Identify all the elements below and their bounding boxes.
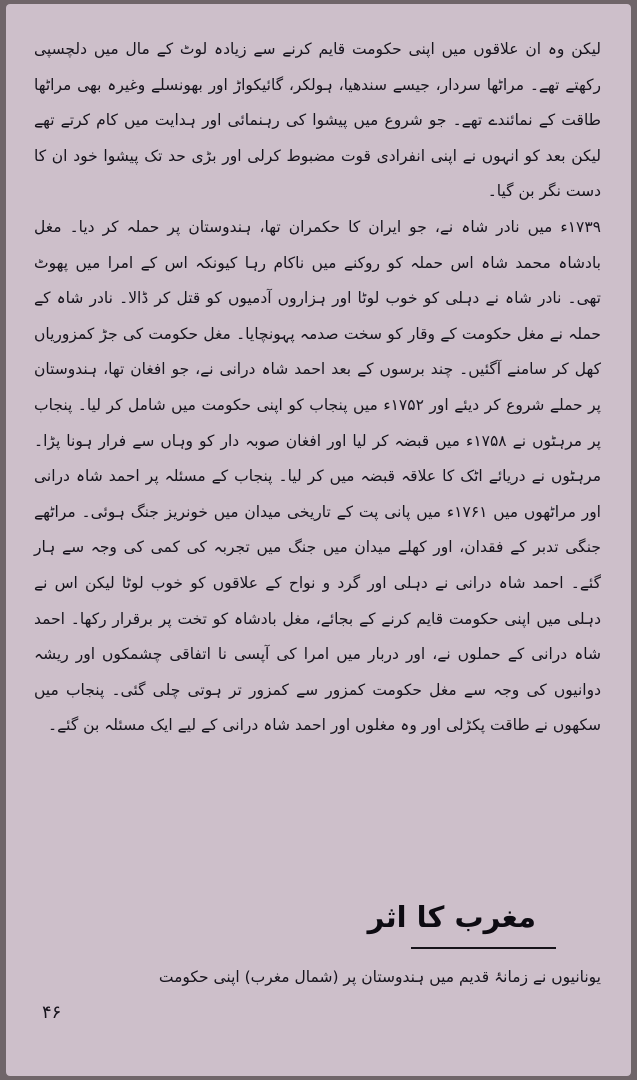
body-text: [34, 32, 601, 744]
heading-underline: [411, 947, 556, 949]
section-heading: مغرب کا اثر: [367, 900, 536, 934]
section-text: یونانیوں نے زمانۂ قدیم میں ہندوستان پر (شمال مغرب) اپنی حکومت: [158, 968, 601, 986]
paragraph-2: ۱۷۳۹ء میں نادر شاہ نے، جو ایران کا حکمران تھا، ہندوستان پر حملہ کر دیا۔ مغل بادشاہ محمد شاہ اس حملہ کو روکنے میں ناکام رہا کیونکہ اس کے امرا میں پھوٹ تھی۔ نادر شاہ نے دہلی کو خوب لوٹا اور ہزاروں آدمیوں کو قتل کر ڈالا۔ نادر شاہ کے حملہ نے مغل حکومت کے وقار کو سخت صدمہ پہونچایا۔ مغل حکومت کی جڑ کمزوریاں کھل کر سامنے آگئیں۔ چند برسوں کے بعد احمد شاہ درانی نے، جو افغان تھا، ہندوستان پر حملے شروع کر دیئے اور ۱۷۵۲ء میں پنجاب کو اپنی حکومت میں شامل کر لیا۔ پنجاب پر مرہٹوں نے ۱۷۵۸ء میں قبضہ کر لیا اور افغان صوبہ دار کو وہاں سے فرار ہونا پڑا۔ مرہٹوں نے دریائے اٹک کا علاقہ قبضہ میں کر لیا۔ پنجاب کے مسئلہ پر احمد شاہ درانی اور مراٹھوں میں ۱۷۶۱ء میں پانی پت کے تاریخی میدان میں خونریز جنگ ہوئی۔ مراٹھے جنگی تدبر کے فقدان، اور کھلے میدان میں جنگ میں تجربہ کی کمی کی وجہ سے ہار گئے۔ احمد شاہ درانی نے دہلی اور گرد و نواح کے علاقوں کو خوب لوٹا لیکن اس نے دہلی میں اپنی حکومت قایم کرنے کے بجائے، مغل بادشاہ کو تخت پر برقرار رکھا۔ احمد شاہ درانی کے حملوں نے، اور دربار میں امرا کی آپسی نا اتفاقی چشمکوں اور ریشہ دوانیوں کی وجہ سے مغل حکومت کمزور سے کمزور تر ہوتی چلی گئی۔ پنجاب میں سکھوں نے طاقت پکڑلی اور وہ مغلوں اور احمد شاہ درانی کے لیے ایک مسئلہ بن گئے۔: [34, 217, 601, 735]
page-number: ۴۶: [42, 1002, 62, 1023]
book-page: [6, 4, 631, 1076]
paragraph-1: لیکن وہ ان علاقوں میں اپنی حکومت قایم کرنے سے زیادہ لوٹ کے مال میں دلچسپی رکھتے تھے۔ مراٹھا سردار، جیسے سندھیا، ہولکر، گائیکواڑ اور بھونسلے وغیرہ بھی مراٹھا طاقت کے نمائندے تھے۔ جو شروع میں پیشوا کی رہنمائی اور ہدایت میں کام کرتے تھے لیکن بعد کو انہوں نے اپنی انفرادی قوت مضبوط کرلی اور بڑی حد تک پیشوا خود ان کا دست نگر بن گیا۔: [34, 40, 601, 201]
